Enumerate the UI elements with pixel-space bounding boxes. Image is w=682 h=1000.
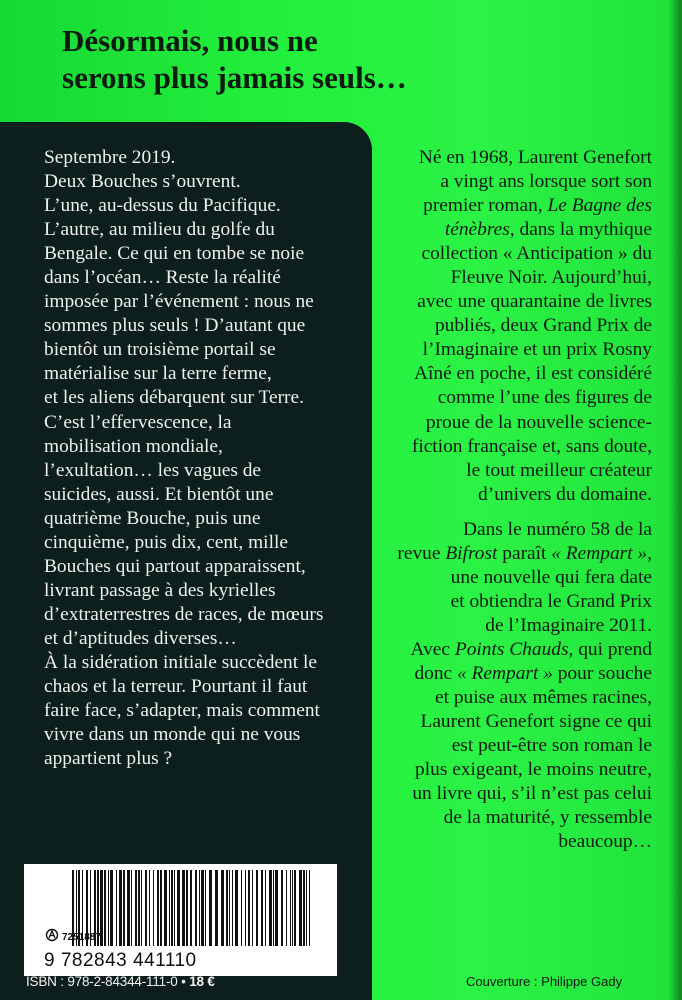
synopsis-line: chaos et la terreur. Pourtant il faut: [44, 676, 308, 698]
barcode-bar: [232, 870, 233, 946]
story-line: [380, 638, 652, 662]
synopsis-line: et les aliens débarquent sur Terre.: [44, 387, 304, 409]
story-line: de l’Imaginaire 2011.: [485, 614, 652, 636]
barcode-bar: [116, 870, 117, 946]
bio-text: premier roman,: [423, 195, 543, 217]
barcode-bar: [269, 870, 272, 946]
barcode-bar: [248, 870, 250, 946]
synopsis-line: quatrième Bouche, puis une: [44, 507, 261, 529]
synopsis-line: d’extraterrestres de races, de mœurs: [44, 603, 324, 625]
synopsis-line: bientôt un troisième portail se: [44, 339, 276, 361]
barcode-bar: [171, 870, 173, 946]
story-line: et puise aux mêmes racines,: [435, 687, 652, 709]
story-line: un livre qui, s’il n’est pas celui: [412, 783, 652, 805]
synopsis-line: matérialise sur la terre ferme,: [44, 363, 272, 385]
barcode-bar: [286, 870, 287, 946]
price: 18 €: [189, 974, 215, 989]
synopsis-line: L’autre, au milieu du golfe du: [44, 219, 275, 241]
barcode-bar: [292, 870, 293, 946]
barcode-bar: [215, 870, 218, 946]
barcode-bar: [261, 870, 263, 946]
synopsis-line: et d’aptitudes diverses…: [44, 627, 237, 649]
story-text: ,: [647, 542, 652, 564]
synopsis-line: vivre dans un monde qui ne vous: [44, 724, 301, 746]
barcode-bar: [141, 870, 142, 946]
bio-line: comme l’une des figures de: [437, 387, 652, 409]
tagline: [62, 22, 482, 96]
book-title: ténèbres: [444, 219, 510, 241]
barcode-bar: [177, 870, 180, 946]
barcode-bar: [265, 870, 266, 946]
barcode-bar: [123, 870, 125, 946]
barcode-bar: [252, 870, 253, 946]
barcode-bar: [110, 870, 113, 946]
story-line: [380, 542, 652, 566]
story-line: et obtiendra le Grand Prix: [450, 590, 652, 612]
barcode-code: 7251887: [62, 932, 101, 943]
bio-line: proue de la nouvelle science-: [425, 411, 652, 433]
bio-line: [380, 194, 652, 218]
bio-line: d’univers du domaine.: [478, 483, 652, 505]
synopsis-line: l’exultation… les vagues de: [44, 459, 262, 481]
synopsis-line: appartient plus ?: [44, 748, 173, 770]
bio-line: Aîné en poche, il est considéré: [414, 363, 652, 385]
barcode-bar: [235, 870, 238, 946]
barcode-bar: [157, 870, 159, 946]
barcode-bar: [138, 870, 140, 946]
story-text: donc: [414, 662, 453, 684]
synopsis-line: faire face, s’adapter, mais comment: [44, 700, 320, 722]
isbn-number: ISBN : 978-2-84344-111-0: [26, 974, 178, 989]
barcode-bar: [209, 870, 212, 946]
barcode-bar: [199, 870, 200, 946]
barcode-bar: [169, 870, 170, 946]
tagline-line: serons plus jamais seuls…: [62, 60, 407, 95]
story-line: est peut-être son roman le: [451, 735, 652, 757]
synopsis-line: cinquième, puis dix, cent, mille: [44, 531, 288, 553]
barcode-bar: [195, 870, 197, 946]
barcode-bar: [226, 870, 228, 946]
story-line: Dans le numéro 58 de la: [462, 518, 652, 540]
barcode-bar: [108, 870, 109, 946]
barcode-bar: [190, 870, 192, 946]
barcode-bar: [245, 870, 246, 946]
bio-line: le tout meilleur créateur: [466, 459, 652, 481]
bio-line: fiction française et, sans doute,: [411, 435, 652, 457]
barcode-bar: [205, 870, 206, 946]
bio-line: avec une quarantaine de livres: [417, 291, 652, 313]
bio-line: Fleuve Noir. Aujourd’hui,: [450, 267, 652, 289]
synopsis-line: suicides, aussi. Et bientôt une: [44, 483, 274, 505]
barcode: [44, 868, 316, 972]
barcode-bar: [281, 870, 283, 946]
story-line: plus exigeant, le moins neutre,: [415, 759, 652, 781]
author-bio: [380, 146, 652, 854]
barcode-bar: [229, 870, 230, 946]
barcode-bar: [221, 870, 224, 946]
barcode-bar: [186, 870, 188, 946]
barcode-bar: [299, 870, 302, 946]
barcode-bar: [149, 870, 150, 946]
barcode-bar: [182, 870, 185, 946]
bio-line: publiés, deux Grand Prix de: [434, 315, 652, 337]
synopsis-line: Bengale. Ce qui en tombe se noie: [44, 243, 305, 265]
barcode-bar: [160, 870, 162, 946]
synopsis-line: dans l’océan… Reste la réalité: [44, 267, 281, 289]
barcode-bar: [275, 870, 278, 946]
barcode-bar: [306, 870, 307, 946]
barcode-bar: [201, 870, 204, 946]
bio-line: [380, 218, 652, 242]
story-text: pour souche: [557, 662, 652, 684]
story-line: Laurent Genefort signe ce qui: [420, 711, 652, 733]
story-text: revue: [397, 542, 441, 564]
synopsis-line: livrant passage à des kyrielles: [44, 579, 276, 601]
barcode-bar: [131, 870, 132, 946]
story-line: de la maturité, y ressemble: [443, 807, 652, 829]
barcode-bar: [135, 870, 137, 946]
synopsis-line: imposée par l’événement : nous ne: [44, 291, 314, 313]
barcode-bar: [127, 870, 130, 946]
cover-credit: Couverture : Philippe Gady: [466, 974, 623, 989]
book-title: Le Bagne des: [547, 195, 652, 217]
barcode-bars: [72, 870, 310, 946]
magazine-title: Bifrost: [445, 542, 498, 564]
barcode-bar: [174, 870, 175, 946]
bio-line: Né en 1968, Laurent Genefort: [418, 147, 652, 168]
story-line: beaucoup…: [558, 831, 652, 853]
barcode-bar: [153, 870, 154, 946]
barcode-bar: [119, 870, 122, 946]
barcode-digits: 9 782843 441110: [44, 950, 197, 971]
synopsis-line: sommes plus seuls ! D’autant que: [44, 315, 306, 337]
barcode-bar: [309, 870, 310, 946]
story-text: , qui prend: [568, 638, 652, 660]
barcode-bar: [164, 870, 167, 946]
story-line: [380, 662, 652, 686]
story-line: une nouvelle qui fera date: [450, 566, 652, 588]
publisher-logo-icon: [47, 930, 58, 941]
barcode-bar: [290, 870, 291, 946]
story-title: « Rempart »: [457, 662, 553, 684]
barcode-bar: [104, 870, 106, 946]
story-text: Avec: [410, 638, 450, 660]
barcode-bar: [303, 870, 305, 946]
story-text: paraît: [502, 542, 547, 564]
bio-line: a vingt ans lorsque sort son: [440, 171, 652, 193]
synopsis-line: C’est l’effervescence, la: [44, 411, 232, 433]
synopsis-line: Bouches qui partout apparaissent,: [44, 555, 306, 577]
barcode-bar: [256, 870, 258, 946]
synopsis-line: mobilisation mondiale,: [44, 435, 223, 457]
synopsis-line: L’une, au-dessus du Pacifique.: [44, 195, 281, 217]
barcode-bar: [145, 870, 147, 946]
barcode-bar: [241, 870, 242, 946]
bio-text: , dans la mythique: [509, 219, 652, 241]
isbn-line: [26, 974, 356, 989]
barcode-bar: [294, 870, 296, 946]
book-title: Points Chauds: [454, 638, 569, 660]
tagline-line: Désormais, nous ne: [62, 23, 318, 58]
bio-line: collection « Anticipation » du: [421, 243, 652, 265]
synopsis-line: À la sidération initiale succèdent le: [44, 651, 317, 673]
story-title: « Rempart »: [551, 542, 648, 564]
spine-edge-shadow: [668, 0, 682, 1000]
synopsis-line: Septembre 2019.: [44, 147, 176, 168]
synopsis-text: [44, 146, 369, 771]
synopsis-line: Deux Bouches s’ouvrent.: [44, 171, 241, 193]
isbn-bullet: •: [181, 974, 186, 989]
barcode-bar: [273, 870, 274, 946]
bio-line: l’Imaginaire et un prix Rosny: [422, 339, 652, 361]
